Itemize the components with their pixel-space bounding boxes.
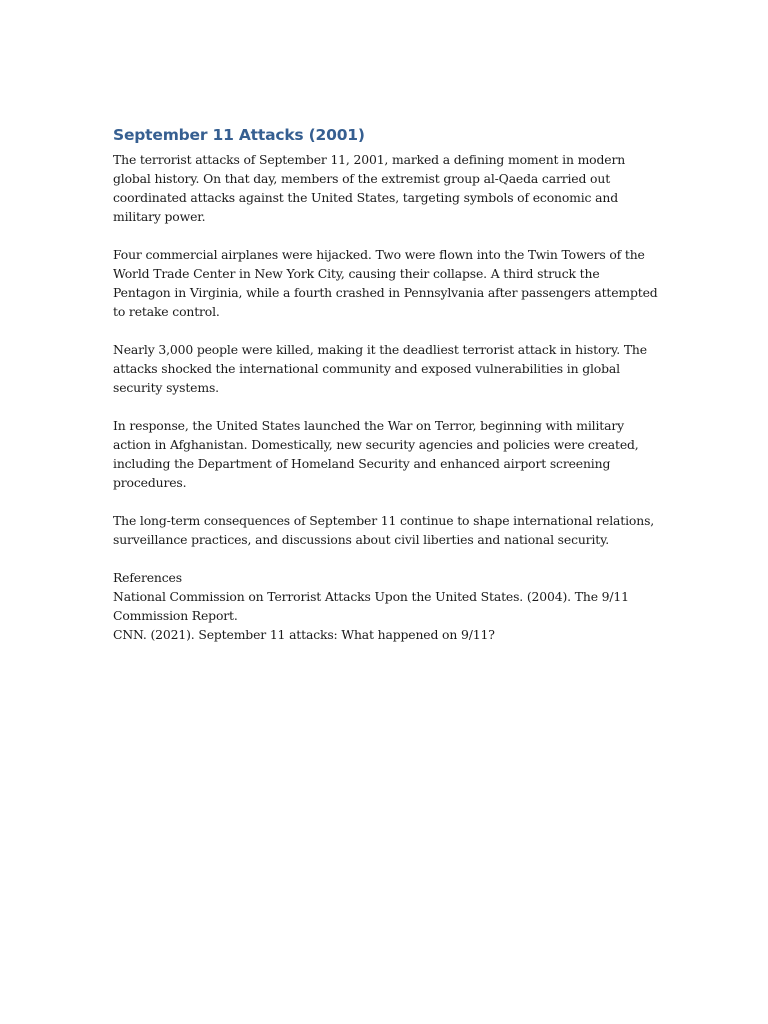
reference-item: National Commission on Terrorist Attacks Upon the United States. (2004). The 9/11 Commission Report. — [113, 589, 629, 623]
paragraph-intro: The terrorist attacks of September 11, 2001, marked a defining moment in modern global history. On that day, members of the extremist group al-Qaeda carried out coordinated attacks against the United States, targeting symbols of economic and military power. — [113, 152, 626, 224]
paragraph-consequences: The long-term consequences of September 11 continue to shape international relations, surveillance practices, and discussions about civil liberties and national security. — [113, 513, 655, 547]
document-title: September 11 Attacks (2001) — [113, 126, 365, 144]
references-heading: References — [113, 570, 182, 585]
references-section — [113, 568, 658, 644]
document-body — [113, 124, 658, 644]
reference-item: CNN. (2021). September 11 attacks: What happened on 9/11? — [113, 627, 495, 642]
paragraph-casualties: Nearly 3,000 people were killed, making it the deadliest terrorist attack in history. The attacks shocked the international community and exposed vulnerabilities in global security systems. — [113, 342, 647, 395]
paragraph-hijackings: Four commercial airplanes were hijacked. Two were flown into the Twin Towers of the World Trade Center in New York City, causing their collapse. A third struck the Pentagon in Virginia, while a fourth crashed in Pennsylvania after passengers attempted to retake control. — [113, 247, 658, 319]
paragraph-response: In response, the United States launched the War on Terror, beginning with military action in Afghanistan. Domestically, new security agencies and policies were created, including the Department of Homeland Security and enhanced airport screening procedures. — [113, 418, 639, 490]
